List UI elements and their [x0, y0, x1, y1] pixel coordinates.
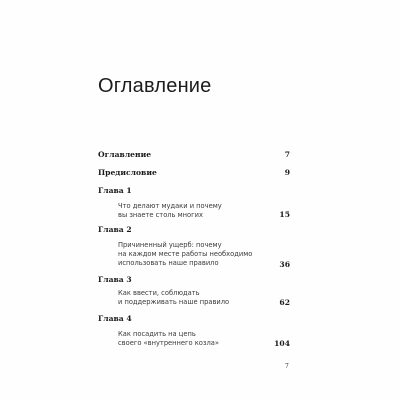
toc-entry-page: 9: [284, 168, 290, 177]
chapter-title-line: Что делают мудаки и почему: [118, 202, 222, 210]
chapter-title-line: вы знаете столь многих: [118, 211, 203, 219]
page-number: 7: [285, 363, 289, 370]
chapter-title: [118, 202, 222, 220]
chapter-title-line: использовать наше правило: [118, 259, 219, 267]
toc-entry-page: 62: [279, 298, 290, 307]
page-title: Оглавление: [98, 75, 212, 97]
chapter-title: [118, 241, 252, 268]
chapter-title-line: на каждом месте работы необходимо: [118, 250, 253, 258]
chapter-label: Глава 1: [98, 186, 132, 195]
chapter-title-line: своего «внутреннего козла»: [118, 339, 219, 347]
toc-entry-label: Оглавление: [98, 150, 152, 159]
toc-entry-page: 104: [274, 339, 290, 348]
toc-entry-page: 7: [284, 150, 290, 159]
chapter-title: [118, 289, 229, 307]
toc-entry-label: Предисловие: [98, 168, 157, 177]
chapter-label: Глава 3: [98, 275, 132, 284]
toc-entry-page: 15: [279, 210, 290, 219]
chapter-title-line: Как ввести, соблюдать: [118, 289, 200, 297]
chapter-title: [118, 330, 219, 348]
chapter-title-line: Причиненный ущерб: почему: [118, 241, 222, 249]
toc-entry-page: 36: [279, 260, 290, 269]
chapter-title-line: и поддерживать наше правило: [118, 298, 230, 306]
chapter-label: Глава 4: [98, 314, 132, 323]
chapter-title-line: Как посадить на цепь: [118, 330, 196, 338]
chapter-label: Глава 2: [98, 225, 132, 234]
